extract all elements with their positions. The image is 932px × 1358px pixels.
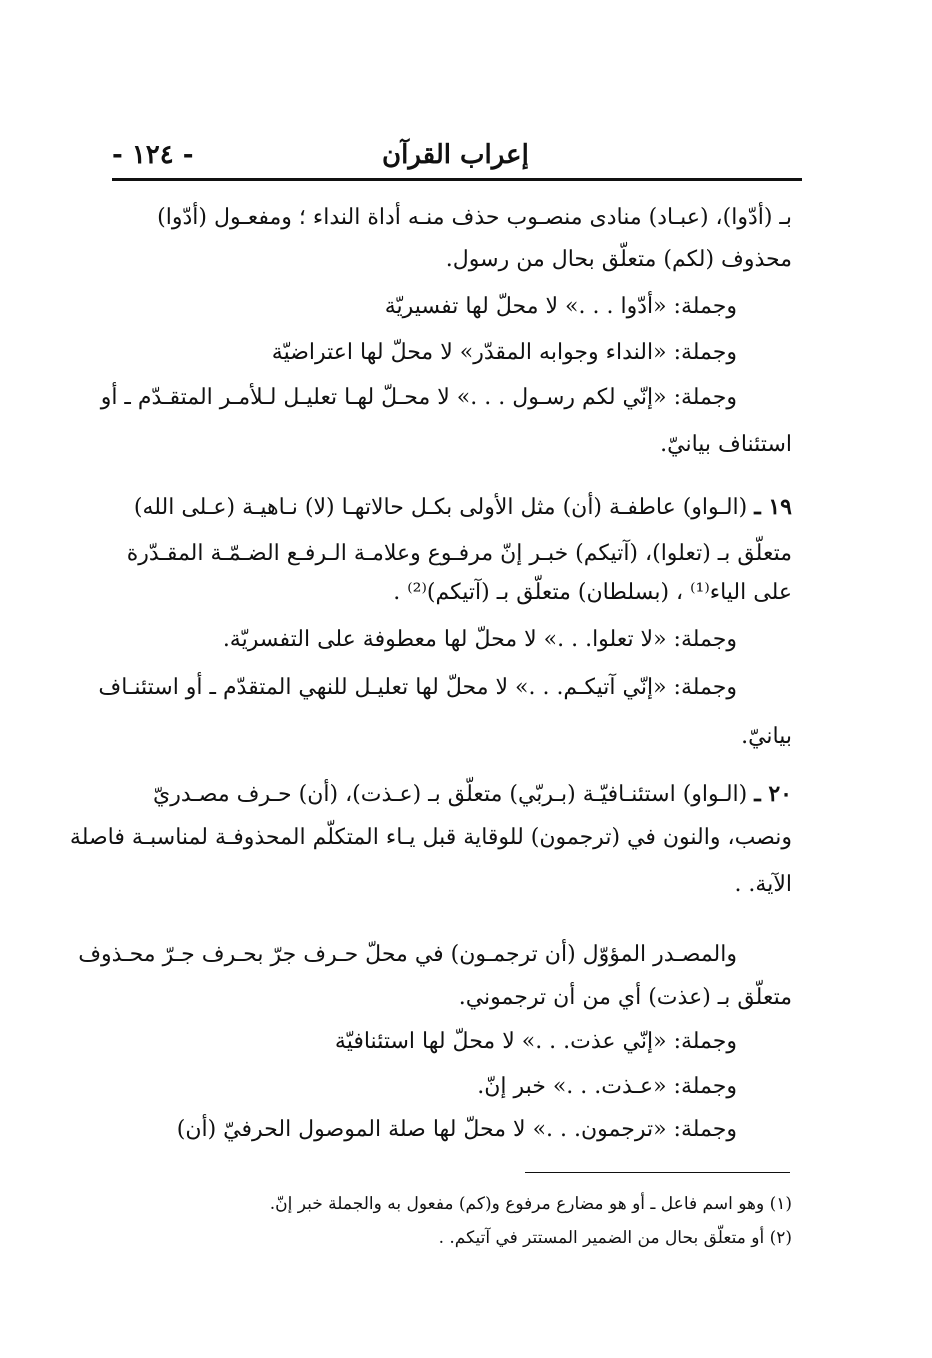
text-line: وجملة: «ترجمون. . .» لا محلّ لها صلة الموصول الحرفيّ (أن) (176, 1117, 737, 1142)
text-line: محذوف (لكم) متعلّق بحال من رسول. (445, 247, 792, 272)
footnote-2: (٢) أو متعلّق بحال من الضمير المستتر في آتيكم. . (438, 1228, 792, 1248)
text-line: بـ (أدّوا)، (عبـاد) منادى منصـوب حذف منـه أداة النداء ؛ ومفعـول (أدّوا) (157, 205, 792, 230)
text-line: وجملة: «لا تعلوا. . .» لا محلّ لها معطوفة على التفسريّة. (222, 627, 737, 652)
text-line: متعلّق بـ (عذت) أي من أن ترجموني. (458, 985, 792, 1010)
text-line: (الـواو) عاطفـة (أن) مثل الأولى بكـل حالاتهـا (لا) نـاهيـة (عـلى الله) (133, 495, 748, 520)
text-line: استئناف بيانيّ. (660, 432, 792, 457)
text-line: بيانيّ. (741, 724, 792, 749)
text-line: وجملة: «عـذت. . .» خبر إنّ. (477, 1074, 737, 1099)
text-line: وجملة: «إنّي لكم رسـول . . .» لا محـلّ لهـا تعليـل لـلأمـر المتقـدّم ـ أو (100, 385, 737, 410)
verse-number-19: ١٩ ـ (754, 494, 792, 520)
text-line: والمصـدر المؤوّل (أن ترجمـون) في محلّ حـرف جرّ بحـرف جـرّ محـذوف (78, 942, 737, 967)
text-line: متعلّق بـ (تعلوا)، (آتيكم) خبـر إنّ مرفـوع وعلامـة الـرفـع الضـمّـة المقـدّرة (126, 541, 792, 566)
text-line: وجملة: «أدّوا . . .» لا محلّ لها تفسيريّة (384, 294, 737, 319)
text-line: وجملة: «النداء وجوابه المقدّر» لا محلّ لها اعتراضيّة (271, 340, 737, 365)
page-number: - ١٢٤ - (112, 140, 194, 170)
text-line: وجملة: «إنّي عذت. . .» لا محلّ لها استئنافيّة (334, 1029, 737, 1054)
paragraph-19-first-line (134, 492, 792, 523)
footnote-divider (525, 1172, 790, 1173)
text-line: وجملة: «إنّي آتيكـم. . .» لا محلّ لها تعليـل للنهي المتقدّم ـ أو استئنـاف (98, 675, 737, 700)
text-line: الآية. . (734, 872, 792, 897)
text-line: ونصب، والنون في (ترجمون) للوقاية قبل يـاء المتكلّم المحذوفـة لمناسبـة فاصلة (69, 825, 792, 850)
verse-number-20: ٢٠ ـ (754, 781, 792, 807)
paragraph-20-first-line (153, 779, 792, 810)
text-line: على الياء⁽¹⁾ ، (بسلطان) متعلّق بـ (آتيكم)⁽²⁾ . (393, 580, 792, 605)
header-divider (112, 178, 802, 181)
text-line: (الـواو) استئنـافيّـة (بـربّي) متعلّق بـ (عـذت)، (أن) حـرف مصـدريّ (152, 782, 748, 807)
page-header (112, 140, 802, 180)
book-title: إعراب القرآن (382, 140, 529, 170)
footnote-1: (١) وهو اسم فاعل ـ أو هو مضارع مرفوع و(كم) مفعول به والجملة خبر إنّ. (269, 1194, 792, 1214)
